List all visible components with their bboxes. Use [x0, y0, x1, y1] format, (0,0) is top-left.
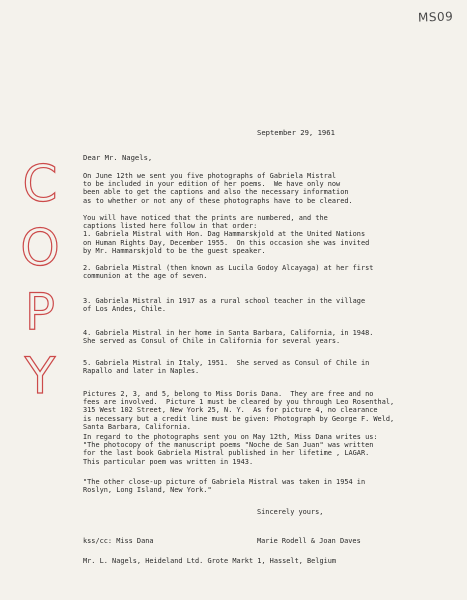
paragraph-caption-4: 4. Gabriela Mistral in her home in Santa Barbara, California, in 1948. She served as Consul of Chile in California for several years.	[83, 329, 374, 346]
paragraph-caption-5: 5. Gabriela Mistral in Italy, 1951. She served as Consul of Chile in Rapallo and later in Naples.	[83, 359, 370, 376]
copy-stamp-letter-o: O	[20, 219, 60, 277]
copy-stamp-letter-p: P	[24, 283, 56, 341]
recipient-address: Mr. L. Nagels, Heideland Ltd. Grote Markt 1, Hasselt, Belgium	[83, 557, 337, 565]
salutation: Dear Mr. Nagels,	[83, 153, 153, 162]
copy-stamp-letter-y: Y	[24, 347, 56, 405]
closing: Sincerely yours,	[257, 508, 324, 516]
paragraph-closeup-quote: "The other close-up picture of Gabriela Mistral was taken in 1954 in Roslyn, Long Island, New York."	[83, 478, 366, 495]
archive-mark: MS09	[417, 9, 454, 25]
paragraph-dana-quote: In regard to the photographs sent you on May 12th, Miss Dana writes us: "The photocopy of the manuscript poems "Noche de San Juan" was written for the last book Gabriela Mistral published in her lifetime , LAGAR. This particular poem was written in 1943.	[83, 433, 378, 466]
paragraph-clearances: Pictures 2, 3, and 5, belong to Miss Doris Dana. They are free and no fees are involved. Picture 1 must be cleared by you through Leo Rosenthal, 315 West 102 Street, New York 25, N. Y. As for picture 4, no clearance is necessary but a credit line must be given: Photograph by George F. Weld, Santa Barbara, California.	[83, 390, 395, 431]
signature-name: Marie Rodell & Joan Daves	[257, 537, 361, 545]
cc-line: kss/cc: Miss Dana	[83, 537, 154, 545]
letter-date: September 29, 1961	[257, 128, 335, 137]
copy-stamp	[20, 152, 60, 408]
copy-stamp-letter-c: C	[22, 155, 58, 213]
paragraph-intro: On June 12th we sent you five photographs of Gabriela Mistral to be included in your edition of her poems. We have only now been able to get the captions and also the necessary information as to whether or not any of these photographs have to be cleared.	[83, 172, 353, 205]
paragraph-caption-1: You will have noticed that the prints are numbered, and the captions listed here follow in that order: 1. Gabriela Mistral with Hon. Dag Hammarskjold at the United Nations on Human Rights Day, December 1955. On this occasion she was invited by Mr. Hammarskjold to be the guest speaker.	[83, 214, 370, 255]
paragraph-caption-2: 2. Gabriela Mistral (then known as Lucila Godoy Alcayaga) at her first communion at the age of seven.	[83, 264, 374, 281]
paragraph-caption-3: 3. Gabriela Mistral in 1917 as a rural school teacher in the village of Los Andes, Chile.	[83, 297, 366, 314]
